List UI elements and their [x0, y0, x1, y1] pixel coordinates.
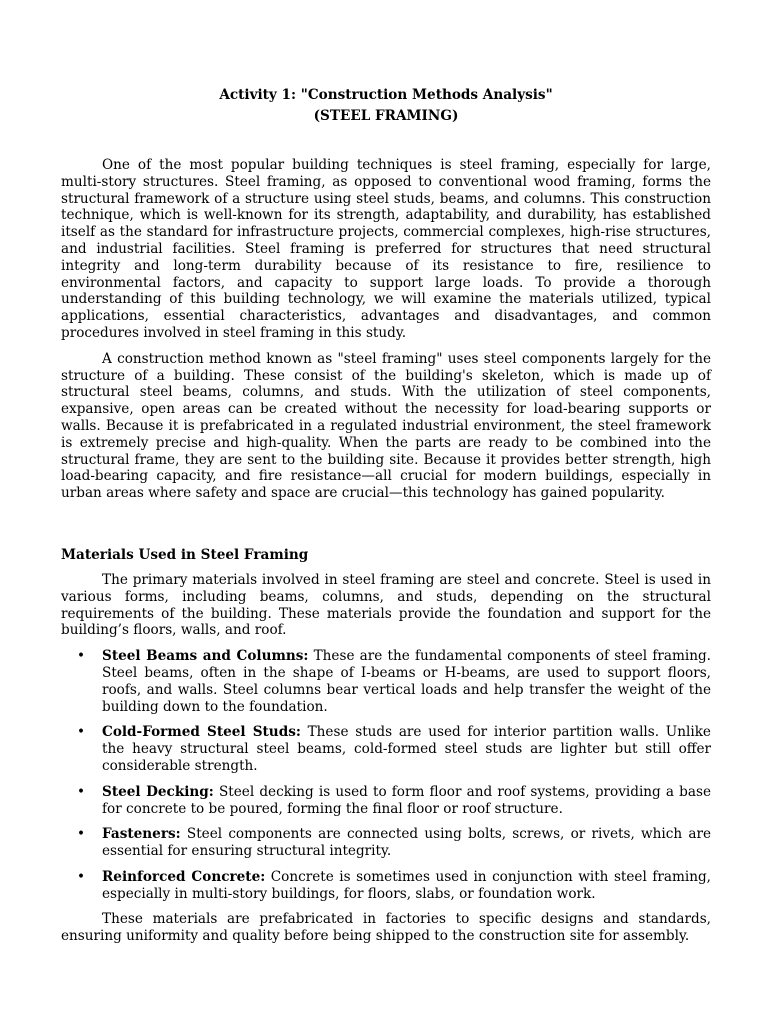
list-item-text: Steel components are connected using bolts, screws, or rivets, which are essential for ensuring structural integrity.: [102, 826, 711, 860]
list-item: [61, 648, 711, 715]
document-subtitle: (STEEL FRAMING): [313, 108, 459, 124]
list-item: [61, 724, 711, 774]
materials-closing-paragraph: These materials are prefabricated in factories to specific designs and standards, ensuring uniformity and quality before being shipped to the construction site for assembly.: [61, 911, 711, 945]
list-item-term: Cold-Formed Steel Studs:: [102, 724, 301, 741]
list-item-term: Steel Decking:: [102, 783, 214, 800]
bullet-icon: •: [77, 724, 86, 741]
list-item-term: Fasteners:: [102, 826, 181, 843]
list-item-term: Steel Beams and Columns:: [102, 648, 309, 665]
bullet-icon: •: [77, 648, 86, 665]
materials-section-heading: Materials Used in Steel Framing: [61, 546, 309, 563]
materials-intro-paragraph: The primary materials involved in steel framing are steel and concrete. Steel is used in various forms, including beams, columns, and studs, depending on the structural requirements of the building. These materials provide the foundation and support for the building’s floors, walls, and roof.: [61, 571, 711, 639]
list-item: [61, 869, 711, 903]
bullet-icon: •: [77, 826, 86, 843]
bullet-icon: •: [77, 783, 86, 800]
list-item-text: Concrete is sometimes used in conjunction with steel framing, especially in multi-story buildings, for floors, slabs, or foundation work.: [102, 868, 711, 902]
list-item: [61, 826, 711, 860]
definition-paragraph: A construction method known as "steel framing" uses steel components largely for the structure of a building. These consist of the building's skeleton, which is made up of structural steel beams, columns, and studs. With the utilization of steel components, expansive, open areas can be created without the necessity for load-bearing supports or walls. Because it is prefabricated in a regulated industrial environment, the steel framework is extremely precise and high-quality. When the parts are ready to be combined into the structural frame, they are sent to the building site. Because it provides better strength, high load-bearing capacity, and fire resistance—all crucial for modern buildings, especially in urban areas where safety and space are crucial—this technology has gained popularity.: [61, 350, 711, 502]
list-item-term: Reinforced Concrete:: [102, 868, 266, 885]
bullet-icon: •: [77, 868, 86, 885]
list-item: [61, 784, 711, 818]
document-title: Activity 1: "Construction Methods Analysis": [219, 87, 553, 103]
list-item-text: Steel decking is used to form floor and roof systems, providing a base for concrete to be poured, forming the final floor or roof structure.: [102, 783, 711, 817]
materials-list: [61, 648, 711, 902]
intro-paragraph: One of the most popular building techniques is steel framing, especially for large, multi-story structures. Steel framing, as opposed to conventional wood framing, forms the structural framework of a structure using steel studs, beams, and columns. This construction technique, which is well-known for its strength, adaptability, and durability, has established itself as the standard for infrastructure projects, commercial complexes, high-rise structures, and industrial facilities. Steel framing is preferred for structures that need structural integrity and long-term durability because of its resistance to fire, resilience to environmental factors, and capacity to support large loads. To provide a thorough understanding of this building technology, we will examine the materials utilized, typical applications, essential characteristics, advantages and disadvantages, and common procedures involved in steel framing in this study.: [61, 157, 711, 341]
list-item-text: These studs are used for interior partition walls. Unlike the heavy structural steel beams, cold-formed steel studs are lighter but still offer considerable strength.: [102, 724, 711, 774]
list-item-text: These are the fundamental components of steel framing. Steel beams, often in the shape of I-beams or H-beams, are used to support floors, roofs, and walls. Steel columns bear vertical loads and help transfer the weight of the building down to the foundation.: [102, 648, 711, 715]
